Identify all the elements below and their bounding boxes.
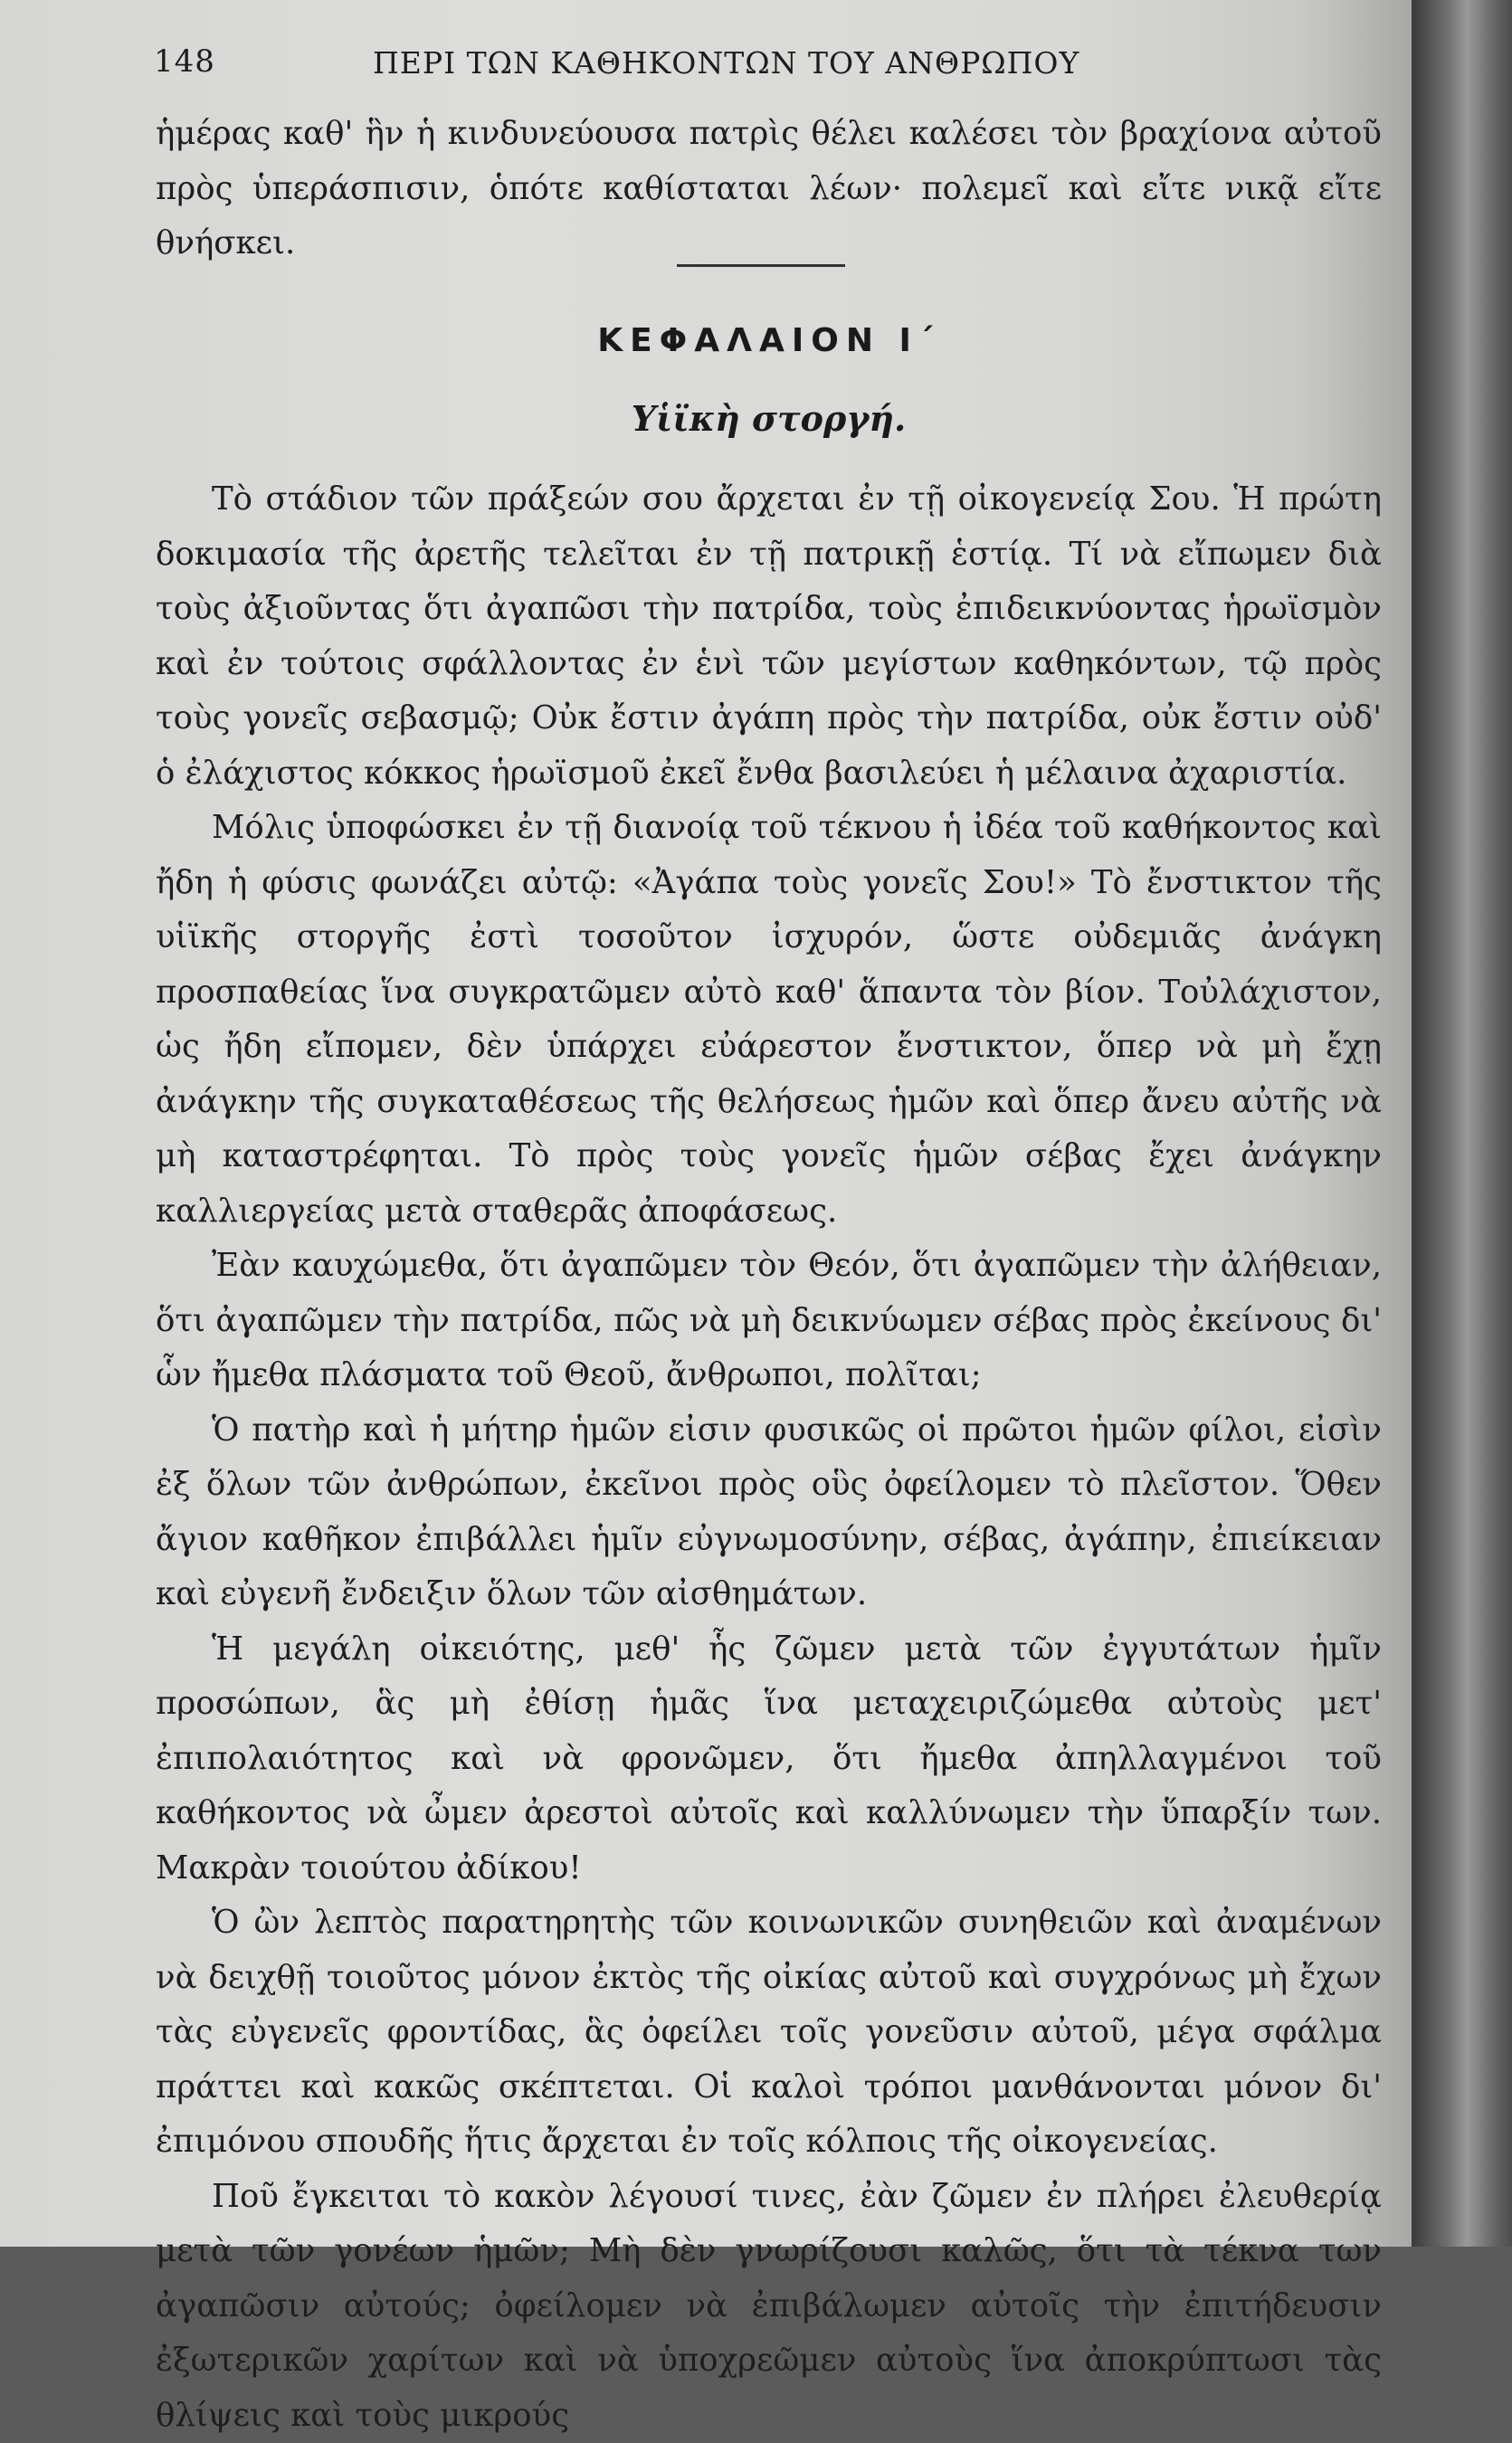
paragraph: Ὁ ὢν λεπτὸς παρατηρητὴς τῶν κοινωνικῶν συνηθειῶν καὶ ἀναμένων νὰ δειχθῇ τοιοῦτος μόνον ἐκτὸς τῆς οἰκίας αὐτοῦ καὶ συγχρόνως μὴ ἔχων τὰς εὐγενεῖς φροντίδας, ἃς ὀφείλει τοῖς γονεῦσιν αὐτοῦ, μέγα σφάλμα πράττει καὶ κακῶς σκέπτεται. Οἱ καλοὶ τρόποι μανθάνονται μόνον δι' ἐπιμόνου σπουδῆς ἥτις ἄρχεται ἐν τοῖς κόλποις τῆς οἰκογενείας.	[156, 1896, 1382, 2170]
chapter-body	[156, 472, 1382, 2443]
page-number: 148	[154, 43, 215, 80]
chapter-heading: ΚΕΦΑΛΑΙΟΝ Ι΄	[156, 322, 1382, 359]
paragraph: Μόλις ὑποφώσκει ἐν τῇ διανοίᾳ τοῦ τέκνου ἡ ἰδέα τοῦ καθήκοντος καὶ ἤδη ἡ φύσις φωνάζει αὐτῷ: «Ἀγάπα τοὺς γονεῖς Σου!» Τὸ ἔνστικτον τῆς υἱϊκῆς στοργῆς ἐστὶ τοσοῦτον ἰσχυρόν, ὥστε οὐδεμιᾶς ἀνάγκη προσπαθείας ἵνα συγκρατῶμεν αὐτὸ καθ' ἅπαντα τὸν βίον. Τοὐλάχιστον, ὡς ἤδη εἴπομεν, δὲν ὑπάρχει εὐάρεστον ἔνστικτον, ὅπερ νὰ μὴ ἔχῃ ἀνάγκην τῆς συγκαταθέσεως τῆς θελήσεως ἡμῶν καὶ ὅπερ ἄνευ αὐτῆς νὰ μὴ καταστρέφηται. Τὸ πρὸς τοὺς γονεῖς ἡμῶν σέβας ἔχει ἀνάγκην καλλιεργείας μετὰ σταθερᾶς ἀποφάσεως.	[156, 801, 1382, 1239]
paragraph: Ποῦ ἔγκειται τὸ κακὸν λέγουσί τινες, ἐὰν ζῶμεν ἐν πλήρει ἐλευθερίᾳ μετὰ τῶν γονέων ἡμῶν; Μὴ δὲν γνωρίζουσι καλῶς, ὅτι τὰ τέκνα των ἀγαπῶσιν αὐτούς; ὀφείλομεν νὰ ἐπιβάλωμεν αὐτοῖς τὴν ἐπιτήδευσιν ἐξωτερικῶν χαρίτων καὶ νὰ ὑποχρεῶμεν αὐτοὺς ἵνα ἀποκρύπτωσι τὰς θλίψεις καὶ τοὺς μικρούς	[156, 2170, 1382, 2443]
chapter-subtitle: Υἱϊκὴ στοργή.	[156, 398, 1382, 439]
continued-paragraph	[156, 107, 1382, 271]
book-spine-shadow	[1412, 0, 1512, 2247]
section-divider	[677, 264, 845, 267]
paragraph: Ἡ μεγάλη οἰκειότης, μεθ' ἧς ζῶμεν μετὰ τῶν ἐγγυτάτων ἡμῖν προσώπων, ἃς μὴ ἐθίσῃ ἡμᾶς ἵνα μεταχειριζώμεθα αὐτοὺς μετ' ἐπιπολαιότητος καὶ νὰ φρονῶμεν, ὅτι ἤμεθα ἀπηλλαγμένοι τοῦ καθήκοντος νὰ ὦμεν ἀρεστοὶ αὐτοῖς καὶ καλλύνωμεν τὴν ὕπαρξίν των. Μακρὰν τοιούτου ἀδίκου!	[156, 1622, 1382, 1896]
paragraph: Τὸ στάδιον τῶν πράξεών σου ἄρχεται ἐν τῇ οἰκογενείᾳ Σου. Ἡ πρώτη δοκιμασία τῆς ἀρετῆς τελεῖται ἐν τῇ πατρικῇ ἑστίᾳ. Τί νὰ εἴπωμεν διὰ τοὺς ἀξιοῦντας ὅτι ἀγαπῶσι τὴν πατρίδα, τοὺς ἐπιδεικνύοντας ἡρωϊσμὸν καὶ ἐν τούτοις σφάλλοντας ἐν ἑνὶ τῶν μεγίστων καθηκόντων, τῷ πρὸς τοὺς γονεῖς σεβασμῷ; Οὐκ ἔστιν ἀγάπη πρὸς τὴν πατρίδα, οὐκ ἔστιν οὐδ' ὁ ἐλάχιστος κόκκος ἡρωϊσμοῦ ἐκεῖ ἔνθα βασιλεύει ἡ μέλαινα ἀχαριστία.	[156, 472, 1382, 801]
paragraph: Ὁ πατὴρ καὶ ἡ μήτηρ ἡμῶν εἰσιν φυσικῶς οἱ πρῶτοι ἡμῶν φίλοι, εἰσὶν ἐξ ὅλων τῶν ἀνθρώπων, ἐκεῖνοι πρὸς οὓς ὀφείλομεν τὸ πλεῖστον. Ὅθεν ἄγιον καθῆκον ἐπιβάλλει ἡμῖν εὐγνωμοσύνην, σέβας, ἀγάπην, ἐπιείκειαν καὶ εὐγενῆ ἔνδειξιν ὅλων τῶν αἰσθημάτων.	[156, 1403, 1382, 1622]
page-header	[154, 43, 1384, 89]
running-head: ΠΕΡΙ ΤΩΝ ΚΑΘΗΚΟΝΤΩΝ ΤΟΥ ΑΝΘΡΩΠΟΥ	[373, 45, 1079, 81]
paragraph: ἡμέρας καθ' ἣν ἡ κινδυνεύουσα πατρὶς θέλει καλέσει τὸν βραχίονα αὐτοῦ πρὸς ὑπεράσπισιν, ὁπότε καθίσταται λέων· πολεμεῖ καὶ εἴτε νικᾷ εἴτε θνήσκει.	[156, 107, 1382, 271]
paragraph: Ἐὰν καυχώμεθα, ὅτι ἀγαπῶμεν τὸν Θεόν, ὅτι ἀγαπῶμεν τὴν ἀλήθειαν, ὅτι ἀγαπῶμεν τὴν πατρίδα, πῶς νὰ μὴ δεικνύωμεν σέβας πρὸς ἐκείνους δι' ὧν ἤμεθα πλάσματα τοῦ Θεοῦ, ἄνθρωποι, πολῖται;	[156, 1239, 1382, 1403]
